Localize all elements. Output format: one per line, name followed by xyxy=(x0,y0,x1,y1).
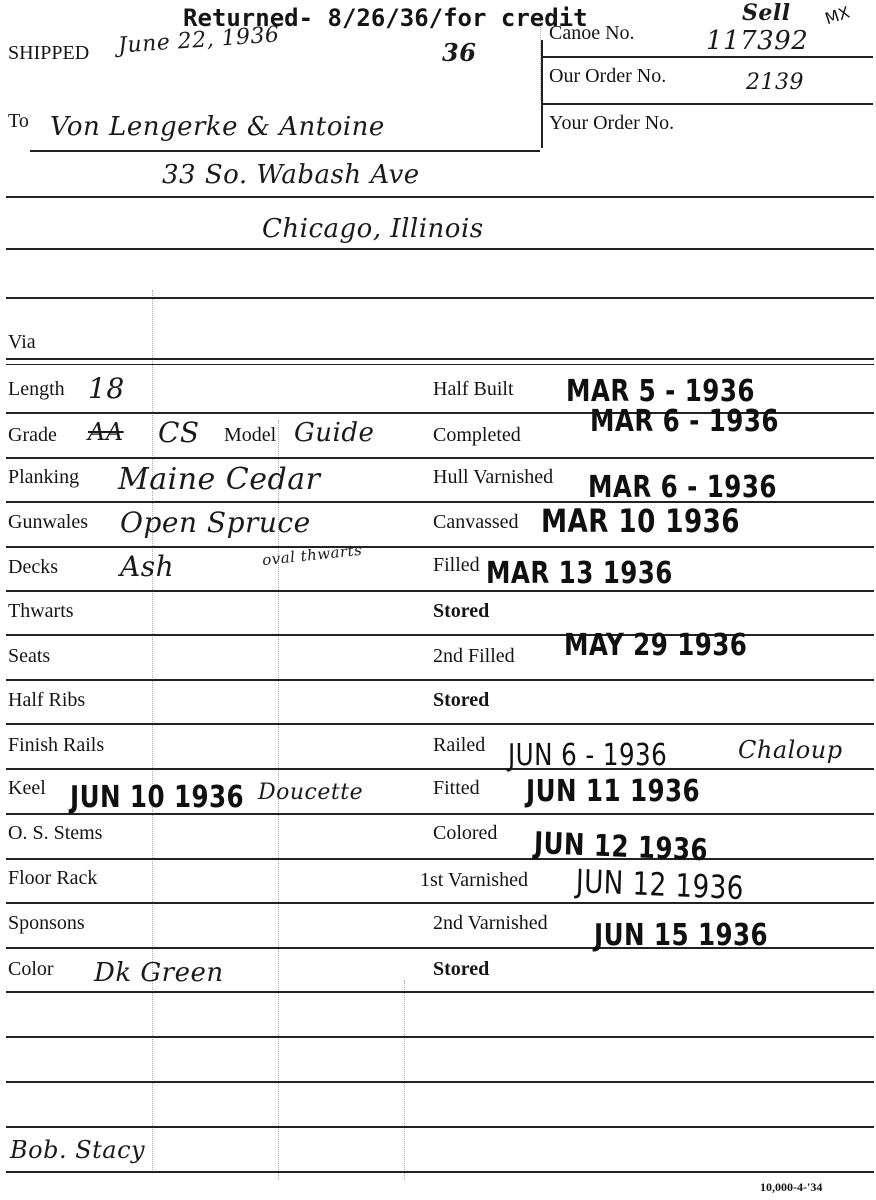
hull-varnished-stamp: MAR 6 - 1936 xyxy=(588,470,777,505)
grade-value: CS xyxy=(158,416,200,449)
half-ribs-label: Half Ribs xyxy=(8,689,86,711)
decks-label: Decks xyxy=(8,556,58,578)
color-label: Color xyxy=(8,958,54,980)
address-line-2: 33 So. Wabash Ave xyxy=(162,160,420,190)
railed-label: Railed xyxy=(433,734,486,756)
sell-note: Sell xyxy=(742,0,791,26)
our-order-label: Our Order No. xyxy=(549,65,667,87)
grade-struck-value: AA xyxy=(88,418,124,446)
via-label: Via xyxy=(8,331,36,353)
stored-2-label: Stored xyxy=(433,689,490,711)
planking-value: Maine Cedar xyxy=(118,462,321,497)
railed-signature: Chaloup xyxy=(738,736,843,764)
footer-signature: Bob. Stacy xyxy=(10,1136,146,1164)
second-varnished-label: 2nd Varnished xyxy=(433,912,548,934)
length-value: 18 xyxy=(88,372,125,405)
completed-label: Completed xyxy=(433,424,521,446)
keel-signature: Doucette xyxy=(258,780,364,805)
stored-3-label: Stored xyxy=(433,958,490,980)
planking-label: Planking xyxy=(8,466,80,488)
stored-1-label: Stored xyxy=(433,600,490,622)
half-built-stamp: MAR 5 - 1936 xyxy=(566,374,755,409)
fitted-stamp: JUN 11 1936 xyxy=(526,774,701,809)
second-varnished-stamp: JUN 15 1936 xyxy=(594,918,769,953)
os-stems-label: O. S. Stems xyxy=(8,822,103,844)
second-filled-stamp: MAY 29 1936 xyxy=(564,628,748,663)
address-line-3: Chicago, Illinois xyxy=(262,214,484,244)
returned-note: Returned- 8/26/36/for credit xyxy=(183,4,588,32)
header-rule-2 xyxy=(543,103,873,105)
shipped-label: SHIPPED xyxy=(8,42,90,64)
completed-stamp: MAR 6 - 1936 xyxy=(590,404,779,439)
address-line-1: Von Lengerke & Antoine xyxy=(50,112,385,142)
hull-varnished-label: Hull Varnished xyxy=(433,466,554,488)
length-label: Length xyxy=(8,378,65,400)
gunwales-value: Open Spruce xyxy=(120,506,311,539)
model-label: Model xyxy=(224,424,277,446)
colored-stamp: JUN 12 1936 xyxy=(533,826,709,869)
floor-rack-label: Floor Rack xyxy=(8,867,98,889)
corner-mark: MX xyxy=(822,2,853,29)
finish-rails-label: Finish Rails xyxy=(8,734,105,756)
filled-label: Filled xyxy=(433,554,480,576)
fitted-label: Fitted xyxy=(433,777,480,799)
to-label: To xyxy=(8,110,29,132)
first-varnished-label: 1st Varnished xyxy=(420,869,528,891)
gunwales-label: Gunwales xyxy=(8,511,88,533)
keel-label: Keel xyxy=(8,777,46,799)
color-value: Dk Green xyxy=(94,958,224,988)
model-value: Guide xyxy=(294,418,375,448)
decks-note: oval thwarts xyxy=(261,540,364,570)
seats-label: Seats xyxy=(8,645,51,667)
via-rule xyxy=(6,358,874,360)
second-filled-label: 2nd Filled xyxy=(433,645,515,667)
number-note: 36 xyxy=(442,38,477,67)
canvassed-label: Canvassed xyxy=(433,511,519,533)
first-varnished-stamp: JUN 12 1936 xyxy=(575,862,745,908)
canoe-no-label: Canoe No. xyxy=(549,22,635,44)
print-code: 10,000-4-'34 xyxy=(760,1180,823,1194)
our-order-value: 2139 xyxy=(746,70,804,95)
thwarts-label: Thwarts xyxy=(8,600,74,622)
canvassed-stamp: MAR 10 1936 xyxy=(541,502,740,540)
grade-label: Grade xyxy=(8,424,57,446)
your-order-label: Your Order No. xyxy=(549,112,675,134)
colored-label: Colored xyxy=(433,822,498,844)
decks-value: Ash xyxy=(120,550,175,583)
sponsons-label: Sponsons xyxy=(8,912,85,934)
shipped-date: June 22, 1936 xyxy=(117,22,281,59)
keel-stamp: JUN 10 1936 xyxy=(70,780,245,815)
half-built-label: Half Built xyxy=(433,378,514,400)
railed-stamp: JUN 6 - 1936 xyxy=(508,738,668,773)
filled-stamp: MAR 13 1936 xyxy=(486,556,673,591)
canoe-no-value: 117392 xyxy=(706,26,809,56)
header-rule-1 xyxy=(543,56,873,58)
